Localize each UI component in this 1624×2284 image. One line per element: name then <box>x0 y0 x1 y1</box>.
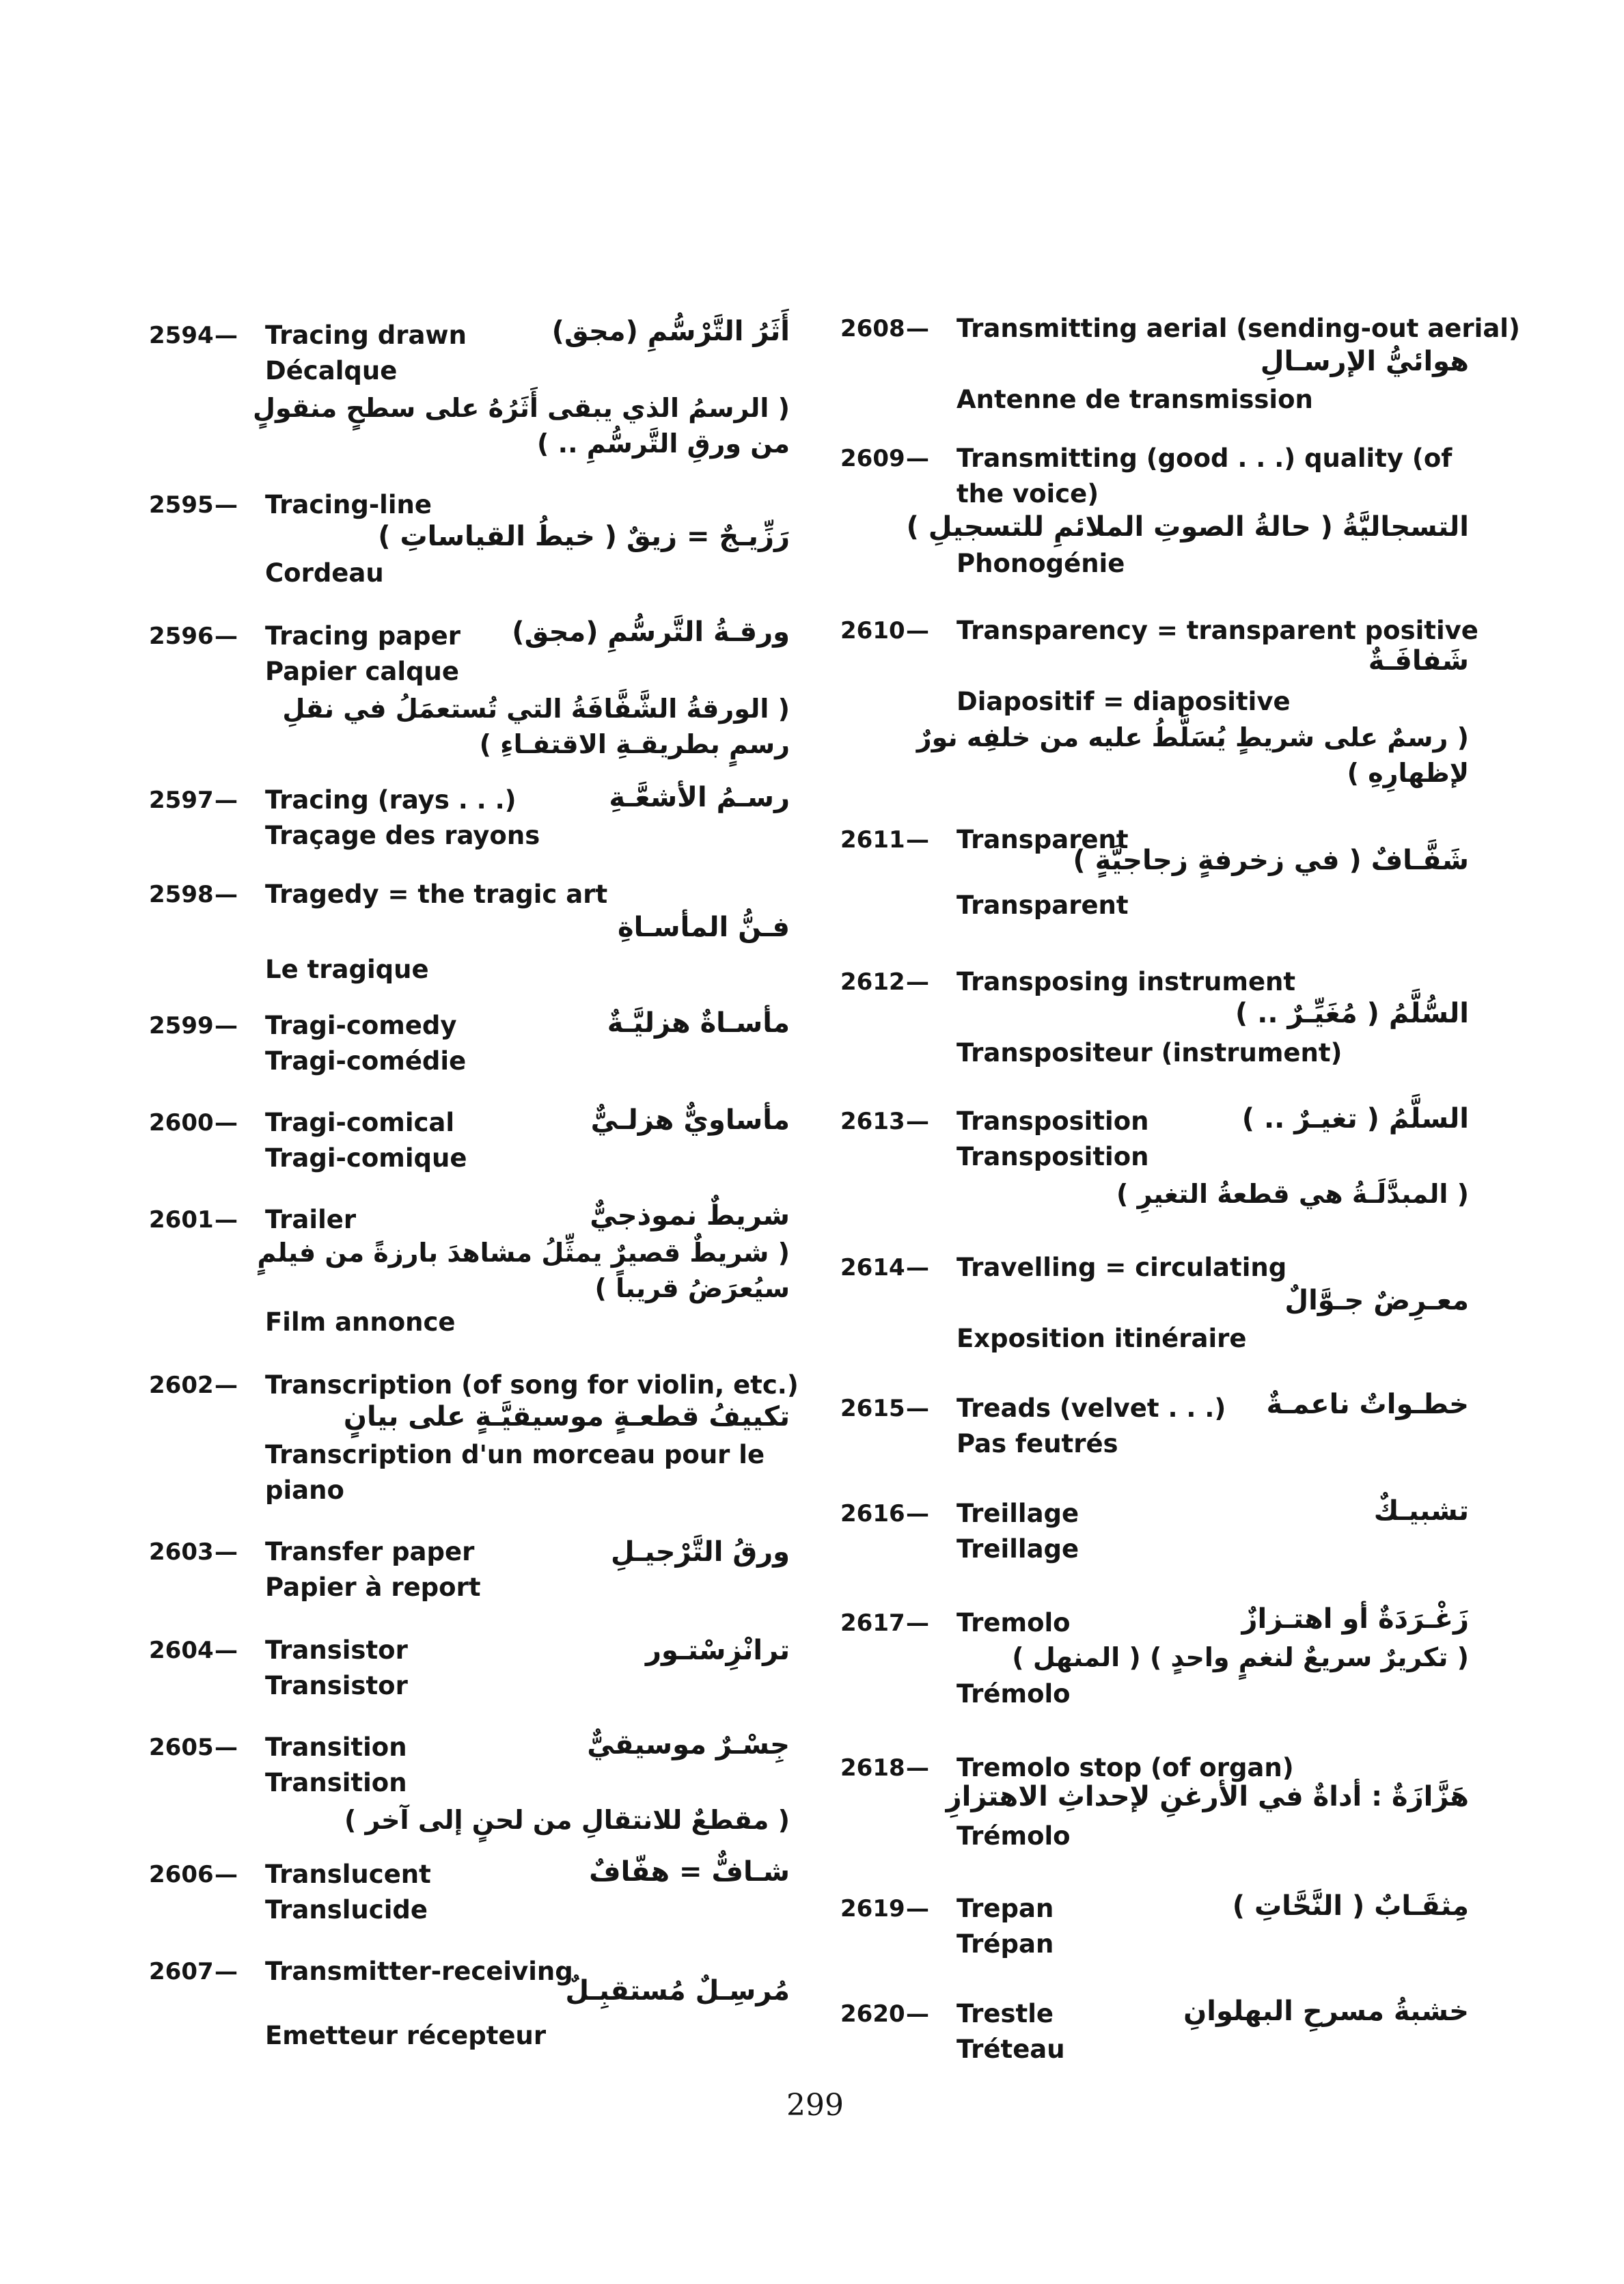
entry-number: 2604 <box>149 1637 214 1664</box>
entry-2603 <box>149 1534 790 1609</box>
arabic-term: ترانْزِسْتـور <box>646 1635 790 1666</box>
entry-number: 2596 <box>149 623 214 650</box>
entry-number: 2608 <box>840 315 905 342</box>
entry-dash: — <box>215 787 238 814</box>
entry-dash: — <box>215 1734 238 1761</box>
entry-dash: — <box>906 1108 929 1135</box>
english-term: Tracing (rays . . .) <box>265 785 517 815</box>
entry-dash: — <box>215 1372 238 1399</box>
entry-2611 <box>840 822 1469 932</box>
entry-2601 <box>149 1202 790 1339</box>
entry-dash: — <box>215 491 238 519</box>
entry-2607 <box>149 1954 790 2050</box>
arabic-term: أَثَرُ التَّرْسُّمِ (مجق) <box>551 316 790 347</box>
french-term: Papier à report <box>265 1573 481 1602</box>
entry-number: 2618 <box>840 1754 905 1782</box>
french-term: Décalque <box>265 356 398 385</box>
entry-dash: — <box>215 1538 238 1566</box>
entry-2604 <box>149 1633 790 1708</box>
entry-number: 2616 <box>840 1500 905 1527</box>
english-term: Tracing-line <box>265 490 432 519</box>
english-term: Treillage <box>956 1499 1079 1528</box>
french-term: Papier calque <box>265 657 459 686</box>
arabic-term: تشبيـكٌ <box>1373 1495 1469 1527</box>
french-term: Transistor <box>265 1671 408 1700</box>
entry-2595 <box>149 487 790 590</box>
entry-dash: — <box>215 322 238 349</box>
entry-2617 <box>840 1605 1469 1728</box>
french-term: Le tragique <box>265 955 429 984</box>
french-term: Treillage <box>956 1534 1079 1564</box>
entry-2598 <box>149 877 790 986</box>
arabic-term: السلَّمُ ( تغيـرٌ .. ) <box>1241 1103 1469 1134</box>
entry-number: 2619 <box>840 1895 905 1922</box>
arabic-note: ( رسمٌ على شريطٍ يُسَلَّطُ عليه من خلفِه نورٌ لإظهارِهِ ) <box>916 722 1469 788</box>
entry-number: 2600 <box>149 1109 214 1137</box>
entry-2619 <box>840 1891 1469 1966</box>
french-term: Transcription d'un morceau pour le piano <box>265 1440 765 1505</box>
arabic-term: مأسـاةٌ هزليَّـةٌ <box>607 1007 790 1039</box>
french-term: Exposition itinéraire <box>956 1324 1247 1353</box>
entry-number: 2612 <box>840 968 905 996</box>
entry-number: 2610 <box>840 617 905 644</box>
entry-dash: — <box>906 617 929 644</box>
entry-dash: — <box>215 1637 238 1664</box>
arabic-term: شريطٌ نموذجيٌّ <box>590 1200 790 1232</box>
arabic-term: شـافٌّ = هفّافٌ <box>589 1856 790 1888</box>
entry-number: 2614 <box>840 1254 905 1281</box>
arabic-term: خطـواتٌ ناعمـةٌ <box>1266 1389 1469 1420</box>
arabic-term: شَفافَـةٌ <box>1368 645 1469 677</box>
arabic-term: هَزَّازَةٌ : أداةٌ في الأرغنِ لإحداثِ الاهتزازِ <box>946 1781 1469 1812</box>
arabic-term: رسـمُ الأشعَّـةِ <box>609 782 790 813</box>
entry-dash: — <box>906 2000 929 2028</box>
entry-dash: — <box>906 968 929 996</box>
entry-number: 2602 <box>149 1372 214 1399</box>
french-term: Diapositif = diapositive <box>956 687 1291 716</box>
english-term: Tragedy = the tragic art <box>265 880 608 909</box>
french-term: Pas feutrés <box>956 1429 1118 1458</box>
french-term: Transition <box>265 1768 407 1797</box>
english-term: Treads (velvet . . .) <box>956 1393 1226 1423</box>
french-term: Antenne de transmission <box>956 385 1313 414</box>
entry-dash: — <box>215 1206 238 1234</box>
entry-dash: — <box>215 1109 238 1137</box>
english-term: Trestle <box>956 1999 1054 2028</box>
english-term: Tremolo stop (of organ) <box>956 1753 1294 1782</box>
entry-2594 <box>149 318 790 489</box>
english-term: Transistor <box>265 1635 408 1665</box>
entry-dash: — <box>906 826 929 854</box>
entry-number: 2598 <box>149 881 214 908</box>
entry-number: 2605 <box>149 1734 214 1761</box>
arabic-term: السُّلَّمُ ( مُغَيِّـرٌ .. ) <box>1235 998 1469 1029</box>
entry-dash: — <box>906 315 929 342</box>
entry-2606 <box>149 1857 790 1932</box>
french-term: Film annonce <box>265 1307 456 1337</box>
entry-number: 2599 <box>149 1012 214 1039</box>
entry-dash: — <box>215 1012 238 1039</box>
entry-2596 <box>149 618 790 769</box>
english-term: Tracing drawn <box>265 321 467 350</box>
english-term: Travelling = circulating <box>956 1253 1287 1282</box>
english-term: Trailer <box>265 1205 357 1234</box>
english-term: Tracing paper <box>265 621 460 651</box>
entry-2612 <box>840 964 1469 1080</box>
french-term: Tragi-comédie <box>265 1046 467 1076</box>
french-term: Tragi-comique <box>265 1143 467 1173</box>
french-term: Transpositeur (instrument) <box>956 1038 1343 1068</box>
english-term: Tragi-comical <box>265 1108 455 1137</box>
arabic-term: فـنُّ المأسـاةِ <box>618 912 790 943</box>
english-term: Transparency = transparent positive <box>956 616 1478 645</box>
arabic-term: مأساويٌّ هزلـيٌّ <box>590 1104 790 1136</box>
entry-number: 2617 <box>840 1609 905 1637</box>
entry-number: 2606 <box>149 1861 214 1888</box>
entry-dash: — <box>215 623 238 650</box>
entry-2605 <box>149 1730 790 1839</box>
entry-dash: — <box>906 445 929 472</box>
arabic-term: زَغْـرَدَةٌ أو اهتـزازٌ <box>1241 1603 1469 1635</box>
english-term: Transmitter-receiving <box>265 1957 573 1986</box>
arabic-term: التسجاليَّةُ ( حالةُ الصوتِ الملائمِ للتسجيلِ ) <box>906 511 1469 543</box>
entry-number: 2611 <box>840 826 905 854</box>
english-term: Transmitting (good . . .) quality (of the voice) <box>956 444 1453 508</box>
page-number: 299 <box>786 2088 844 2123</box>
entry-2597 <box>149 783 790 858</box>
entry-dash: — <box>906 1609 929 1637</box>
entry-2599 <box>149 1008 790 1083</box>
arabic-term: جِسْـرٌ موسيقيٌّ <box>587 1729 790 1760</box>
arabic-note: ( الرسمُ الذي يبقى أَثَرُهُ على سطحٍ منقولٍ من ورقِ التَّرسُّمِ .. ) <box>253 393 790 459</box>
english-term: Translucent <box>265 1860 431 1889</box>
entry-number: 2615 <box>840 1395 905 1422</box>
entry-dash: — <box>215 1958 238 1985</box>
entry-2600 <box>149 1105 790 1180</box>
entry-2620 <box>840 1996 1469 2071</box>
french-term: Emetteur récepteur <box>265 2021 547 2050</box>
arabic-term: ورقـةُ التَّرسُّمِ (مجق) <box>512 616 790 648</box>
english-term: Transition <box>265 1732 407 1762</box>
entry-2615 <box>840 1391 1469 1466</box>
english-term: Tremolo <box>956 1608 1071 1637</box>
english-term: Transcription (of song for violin, etc.) <box>265 1370 799 1400</box>
english-term: Transfer paper <box>265 1537 475 1566</box>
french-term: Trémolo <box>956 1679 1071 1709</box>
french-term: Translucide <box>265 1895 428 1925</box>
arabic-term: معـرِضٌ جـوَّالٌ <box>1284 1285 1469 1316</box>
arabic-term: خشبةُ مسرحِ البهلوانِ <box>1183 1996 1469 2027</box>
arabic-term: رَزِّيـجٌ = زيقٌ ( خيطُ القياساتِ ) <box>378 521 790 552</box>
entry-2613 <box>840 1104 1469 1227</box>
entry-number: 2607 <box>149 1958 214 1985</box>
entry-number: 2609 <box>840 445 905 472</box>
entry-number: 2595 <box>149 491 214 519</box>
french-term: Traçage des rayons <box>265 821 540 850</box>
arabic-term: مُرسِـلٌ مُستقبِـلٌ <box>565 1975 790 2007</box>
french-term: Trépan <box>956 1929 1054 1959</box>
french-term: Transposition <box>956 1142 1149 1171</box>
arabic-note: ( الورقةُ الشَّفَّافَةُ التي تُستعمَلُ في نقلِ رسمٍ بطريقـةِ الاقتفـاءِ ) <box>282 694 790 759</box>
english-term: Tragi-comedy <box>265 1011 457 1040</box>
entry-number: 2594 <box>149 322 214 349</box>
entry-dash: — <box>906 1254 929 1281</box>
entry-2614 <box>840 1250 1469 1359</box>
arabic-term: هوائيُّ الإرسـالِ <box>1260 346 1469 377</box>
english-term: Transposing instrument <box>956 967 1296 996</box>
entry-dash: — <box>906 1754 929 1782</box>
entry-number: 2603 <box>149 1538 214 1566</box>
entry-2616 <box>840 1496 1469 1571</box>
english-term: Transparent <box>956 825 1129 854</box>
arabic-note: ( تكريرٌ سريعٌ لنغمٍ واحدٍ ) ( المنهل ) <box>1012 1642 1469 1672</box>
arabic-term: ورقُ التَّرْجيـلِ <box>610 1536 790 1568</box>
entry-number: 2601 <box>149 1206 214 1234</box>
entry-number: 2597 <box>149 787 214 814</box>
entry-2618 <box>840 1750 1469 1860</box>
french-term: Transparent <box>956 891 1129 920</box>
arabic-term: شَفَّـافٌ ( في زخرفةٍ زجاجيَّةٍ ) <box>1073 845 1469 876</box>
entry-dash: — <box>215 881 238 908</box>
english-term: Transmitting aerial (sending-out aerial) <box>956 314 1520 343</box>
english-term: Transposition <box>956 1106 1149 1136</box>
entry-2602 <box>149 1368 799 1518</box>
arabic-note: ( مقطعٌ للانتقالِ من لحنٍ إلى آخر ) <box>344 1805 790 1835</box>
entry-dash: — <box>906 1395 929 1422</box>
arabic-note: ( شريطٌ قصيرٌ يمثِّلُ مشاهدَ بارزةً من فيلمٍ سيُعرَضُ قريباً ) <box>257 1238 790 1303</box>
entry-2609 <box>840 441 1469 584</box>
arabic-term: تكييفُ قطعـةٍ موسيقيَّـةٍ على بيانٍ <box>343 1401 790 1432</box>
entry-2610 <box>840 613 1478 791</box>
french-term: Trémolo <box>956 1821 1071 1851</box>
arabic-note: ( المبدَّلَـةُ هي قطعةُ التغيرِ ) <box>1116 1179 1469 1209</box>
entry-dash: — <box>906 1895 929 1922</box>
french-term: Cordeau <box>265 558 384 588</box>
arabic-term: مِثقَـابٌ ( النَّحَّاتِ ) <box>1232 1890 1469 1922</box>
entry-number: 2613 <box>840 1108 905 1135</box>
entry-2608 <box>840 311 1520 420</box>
french-term: Phonogénie <box>956 549 1125 578</box>
french-term: Tréteau <box>956 2035 1065 2064</box>
entry-number: 2620 <box>840 2000 905 2028</box>
english-term: Trepan <box>956 1894 1054 1923</box>
entry-dash: — <box>906 1500 929 1527</box>
entry-dash: — <box>215 1861 238 1888</box>
